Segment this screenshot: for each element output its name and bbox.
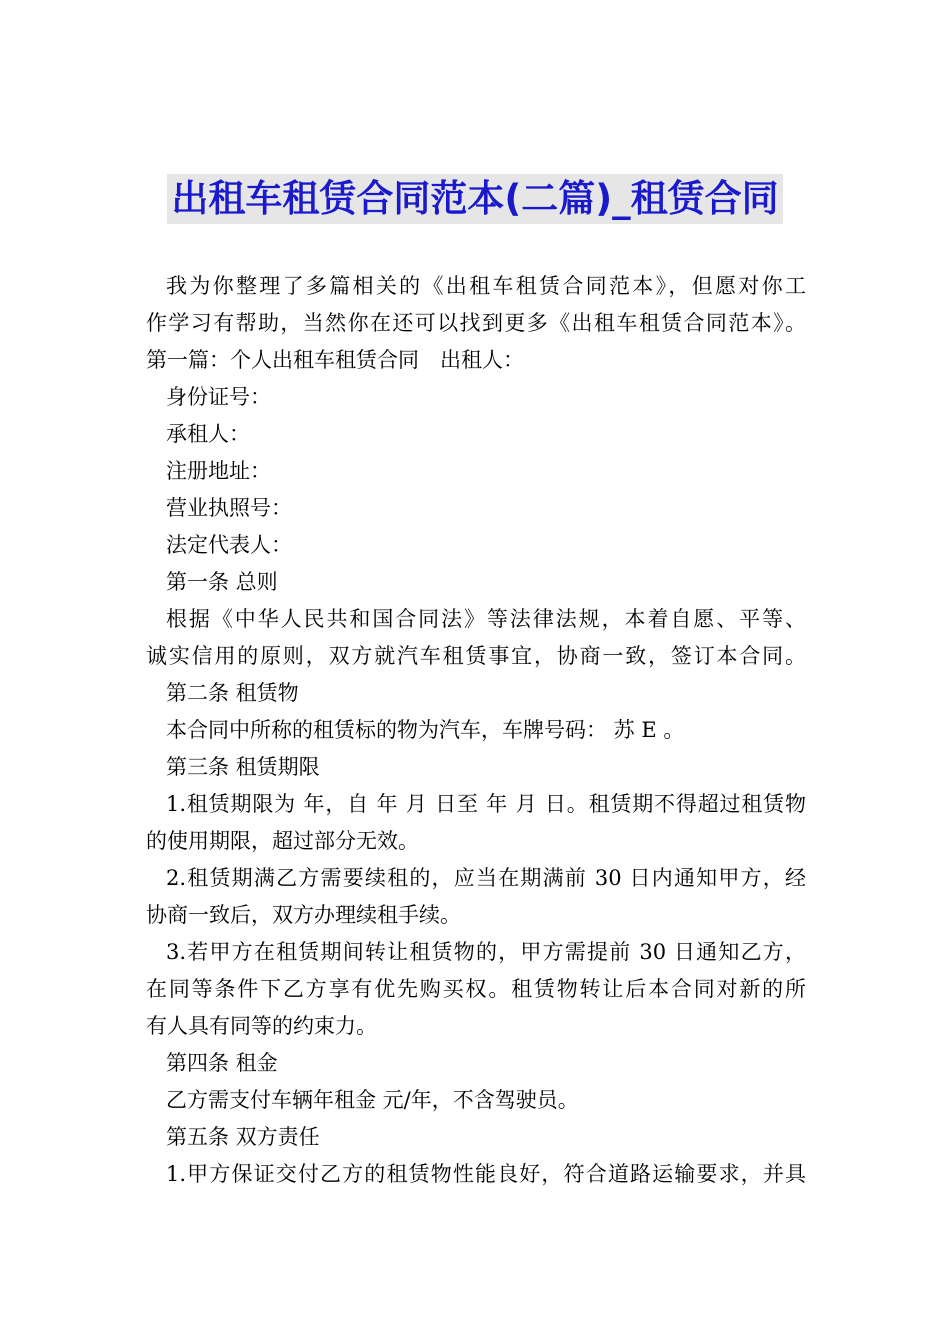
- paragraph-line: 协商一致后，双方办理续租手续。: [146, 903, 461, 927]
- paragraph-line: 我为你整理了多篇相关的《出租车租赁合同范本》，但愿对你工: [166, 274, 806, 298]
- paragraph-line: 本合同中所称的租赁标的物为汽车，车牌号码： 苏 E 。: [166, 718, 685, 742]
- paragraph-line: 诚实信用的原则，双方就汽车租赁事宜，协商一致，签订本合同。: [146, 644, 806, 668]
- paragraph-line: 第一篇：个人出租车租赁合同 出租人：: [146, 348, 524, 372]
- field-label-id-number: 身份证号：: [166, 385, 271, 409]
- paragraph-line: 3.若甲方在租赁期间转让租赁物的，甲方需提前 30 日通知乙方，: [166, 940, 806, 964]
- paragraph-line: 1.甲方保证交付乙方的租赁物性能良好，符合道路运输要求，并具: [166, 1162, 806, 1186]
- field-label-legal-representative: 法定代表人：: [166, 533, 292, 557]
- paragraph-line: 在同等条件下乙方享有优先购买权。租赁物转让后本合同对新的所: [146, 977, 806, 1001]
- paragraph-line: 2.租赁期满乙方需要续租的，应当在期满前 30 日内通知甲方，经: [166, 866, 806, 890]
- paragraph-line: 的使用期限，超过部分无效。: [146, 829, 419, 853]
- paragraph-line: 有人具有同等的约束力。: [146, 1014, 377, 1038]
- field-label-registered-address: 注册地址：: [166, 459, 271, 483]
- article-heading: 第三条 租赁期限: [166, 755, 320, 779]
- article-heading: 第五条 双方责任: [166, 1125, 320, 1149]
- field-label-lessee: 承租人：: [166, 422, 250, 446]
- paragraph-line: 根据《中华人民共和国合同法》等法律法规，本着自愿、平等、: [166, 607, 806, 631]
- article-heading: 第二条 租赁物: [166, 681, 299, 705]
- paragraph-line: 乙方需支付车辆年租金 元/年，不含驾驶员。: [166, 1088, 579, 1112]
- article-heading: 第一条 总则: [166, 570, 278, 594]
- article-heading: 第四条 租金: [166, 1051, 278, 1075]
- paragraph-line: 1.租赁期限为 年，自 年 月 日至 年 月 日。租赁期不得超过租赁物: [166, 792, 806, 816]
- field-label-business-license: 营业执照号：: [166, 496, 292, 520]
- document-body: [146, 268, 806, 1193]
- paragraph-line: 作学习有帮助，当然你在还可以找到更多《出租车租赁合同范本》。: [146, 311, 806, 335]
- title-container: [0, 174, 950, 224]
- document-title: 出租车租赁合同范本(二篇)_租赁合同: [167, 174, 782, 224]
